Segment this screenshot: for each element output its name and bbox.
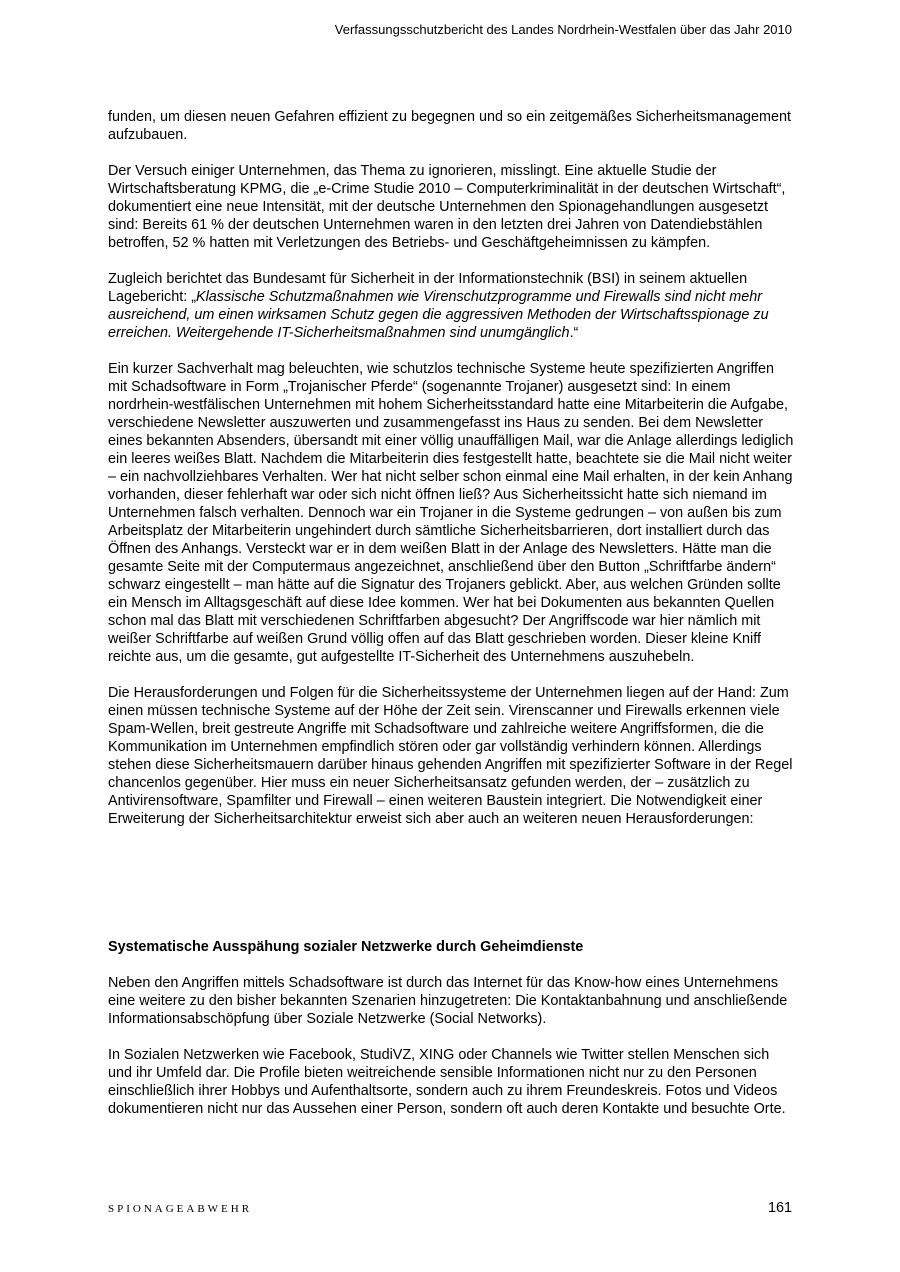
paragraph-3 [108, 270, 794, 342]
running-header: Verfassungsschutzbericht des Landes Nordrhein-Westfalen über das Jahr 2010 [334, 22, 792, 37]
page-number: 161 [767, 1200, 792, 1216]
paragraph-2: Der Versuch einiger Unternehmen, das Thema zu ignorieren, misslingt. Eine aktuelle Studie der Wirtschaftsberatung KPMG, die „e-Crime Studie 2010 – Computerkriminalität in der deutschen Wirtschaft“, dokumentiert eine neue Intensität, mit der deutsche Unternehmen den Spionagehandlungen ausgesetzt sind: Bereits 61 % der deutschen Unternehmen waren in den letzten drei Jahren von Datendiebstählen betroffen, 52 % hatten mit Verletzungen des Betriebs- und Geschäftgeheimnissen zu kämpfen. [108, 163, 786, 251]
section-heading: Systematische Ausspähung sozialer Netzwerke durch Geheimdienste [108, 939, 584, 955]
paragraph-5: Die Herausforderungen und Folgen für die Sicherheitssysteme der Unternehmen liegen auf der Hand: Zum einen müssen technische Systeme auf der Höhe der Zeit sein. Virenscanner und Firewalls erkennen viele Spam-Wellen, breit gestreute Angriffe mit Schadsoftware und zahlreiche weitere Angriffsformen, die die Kommunikation im Unternehmen empfindlich stören oder gar vollständig verhindern können. Allerdings stehen diese Sicherheitsmauern darüber hinaus gehenden Angriffen mit spezifizierter Software in der Regel chancenlos gegenüber. Hier muss ein neuer Sicherheitsansatz gefunden werden, der – zusätzlich zu Antivirensoftware, Spamfilter und Firewall – einen weiteren Baustein integriert. Die Notwendigkeit einer Erweiterung der Sicherheitsarchitektur erweist sich aber auch an weiteren neuen Herausforderungen: [108, 685, 793, 827]
section-paragraph-1: Neben den Angriffen mittels Schadsoftware ist durch das Internet für das Know-how eines Unternehmens eine weitere zu den bisher bekannten Szenarien hinzugetreten: Die Kontaktanbahnung und anschließende Informationsabschöpfung über Soziale Netzwerke (Social Networks). [108, 975, 788, 1027]
paragraph-3-tail: .“ [569, 325, 579, 341]
paragraph-4: Ein kurzer Sachverhalt mag beleuchten, wie schutzlos technische Systeme heute spezifizierten Angriffen mit Schadsoftware in Form „Trojanischer Pferde“ (sogenannte Trojaner) ausgesetzt sind: In einem nordrhein-westfälischen Unternehmen mit hohem Sicherheitsstandard hatte eine Mitarbeiterin die Aufgabe, verschiedene Newsletter auszuwerten und zusammengefasst ins Haus zu senden. Bei dem Newsletter eines bekannten Absenders, übersandt mit einer völlig unauffälligen Mail, war die Anlage allerdings lediglich ein leeres weißes Blatt. Nachdem die Mitarbeiterin dies festgestellt hatte, beachtete sie die Mail nicht weiter – ein nachvollziehbares Verhalten. Wer hat nicht selber schon einmal eine Mail erhalten, in der kein Anhang vorhanden, dieser fehlerhaft war oder sich nicht öffnen ließ? Aus Sicherheitssicht hatte sich niemand im Unternehmen falsch verhalten. Dennoch war ein Trojaner in die Systeme gedrungen – von außen bis zum Arbeitsplatz der Mitarbeiterin ungehindert durch sämtliche Sicherheitsbarrieren, dort installiert durch das Öffnen des Anhangs. Versteckt war er in dem weißen Blatt in der Anlage des Newsletters. Hätte man die gesamte Seite mit der Computermaus angezeichnet, anschließend über den Button „Schriftfarbe ändern“ schwarz eingestellt – man hätte auf die Signatur des Trojaners geblickt. Aber, aus welchen Gründen sollte ein Mensch im Alltagsgeschäft auf diese Idee kommen. Wer hat bei Dokumenten aus bekannten Quellen schon mal das Blatt mit verschiedenen Schriftfarben abgesucht? Der Angriffscode war hier nämlich mit weißer Schriftfarbe auf weißen Grund völlig offen auf das Blatt geschrieben worden. Dieser kleine Kniff reichte aus, um die gesamte, gut aufgestellte IT-Sicherheit des Unternehmens auszuhebeln. [108, 361, 794, 665]
paragraph-3-lead: Zugleich berichtet das Bundesamt für Sicherheit in der Informationstechnik (BSI) in seinem aktuellen Lagebericht: „ [108, 271, 748, 305]
section-paragraph-2: In Sozialen Netzwerken wie Facebook, StudiVZ, XING oder Channels wie Twitter stellen Menschen sich und ihr Umfeld dar. Die Profile bieten weitreichende sensible Informationen nicht nur zu den Personen einschließlich ihrer Hobbys und Aufenthaltsorte, sondern auch zu ihrem Freundeskreis. Fotos und Videos dokumentieren nicht nur das Aussehen einer Person, sondern oft auch deren Kontakte und besuchte Orte. [108, 1047, 786, 1117]
body-text [108, 108, 794, 828]
paragraph-1: funden, um diesen neuen Gefahren effizient zu begegnen und so ein zeitgemäßes Sicherheitsmanagement aufzubauen. [108, 109, 791, 143]
footer-section-label: SPIONAGEABWEHR [108, 1203, 253, 1215]
bsi-quote: Klassische Schutzmaßnahmen wie Virenschutzprogramme und Firewalls sind nicht mehr ausreichend, um einen wirksamen Schutz gegen die aggressiven Methoden der Wirtschaftsspionage zu erreichen. Weitergehende IT-Sicherheitsmaßnahmen sind unumgänglich [108, 289, 769, 341]
section-body [108, 974, 794, 1136]
